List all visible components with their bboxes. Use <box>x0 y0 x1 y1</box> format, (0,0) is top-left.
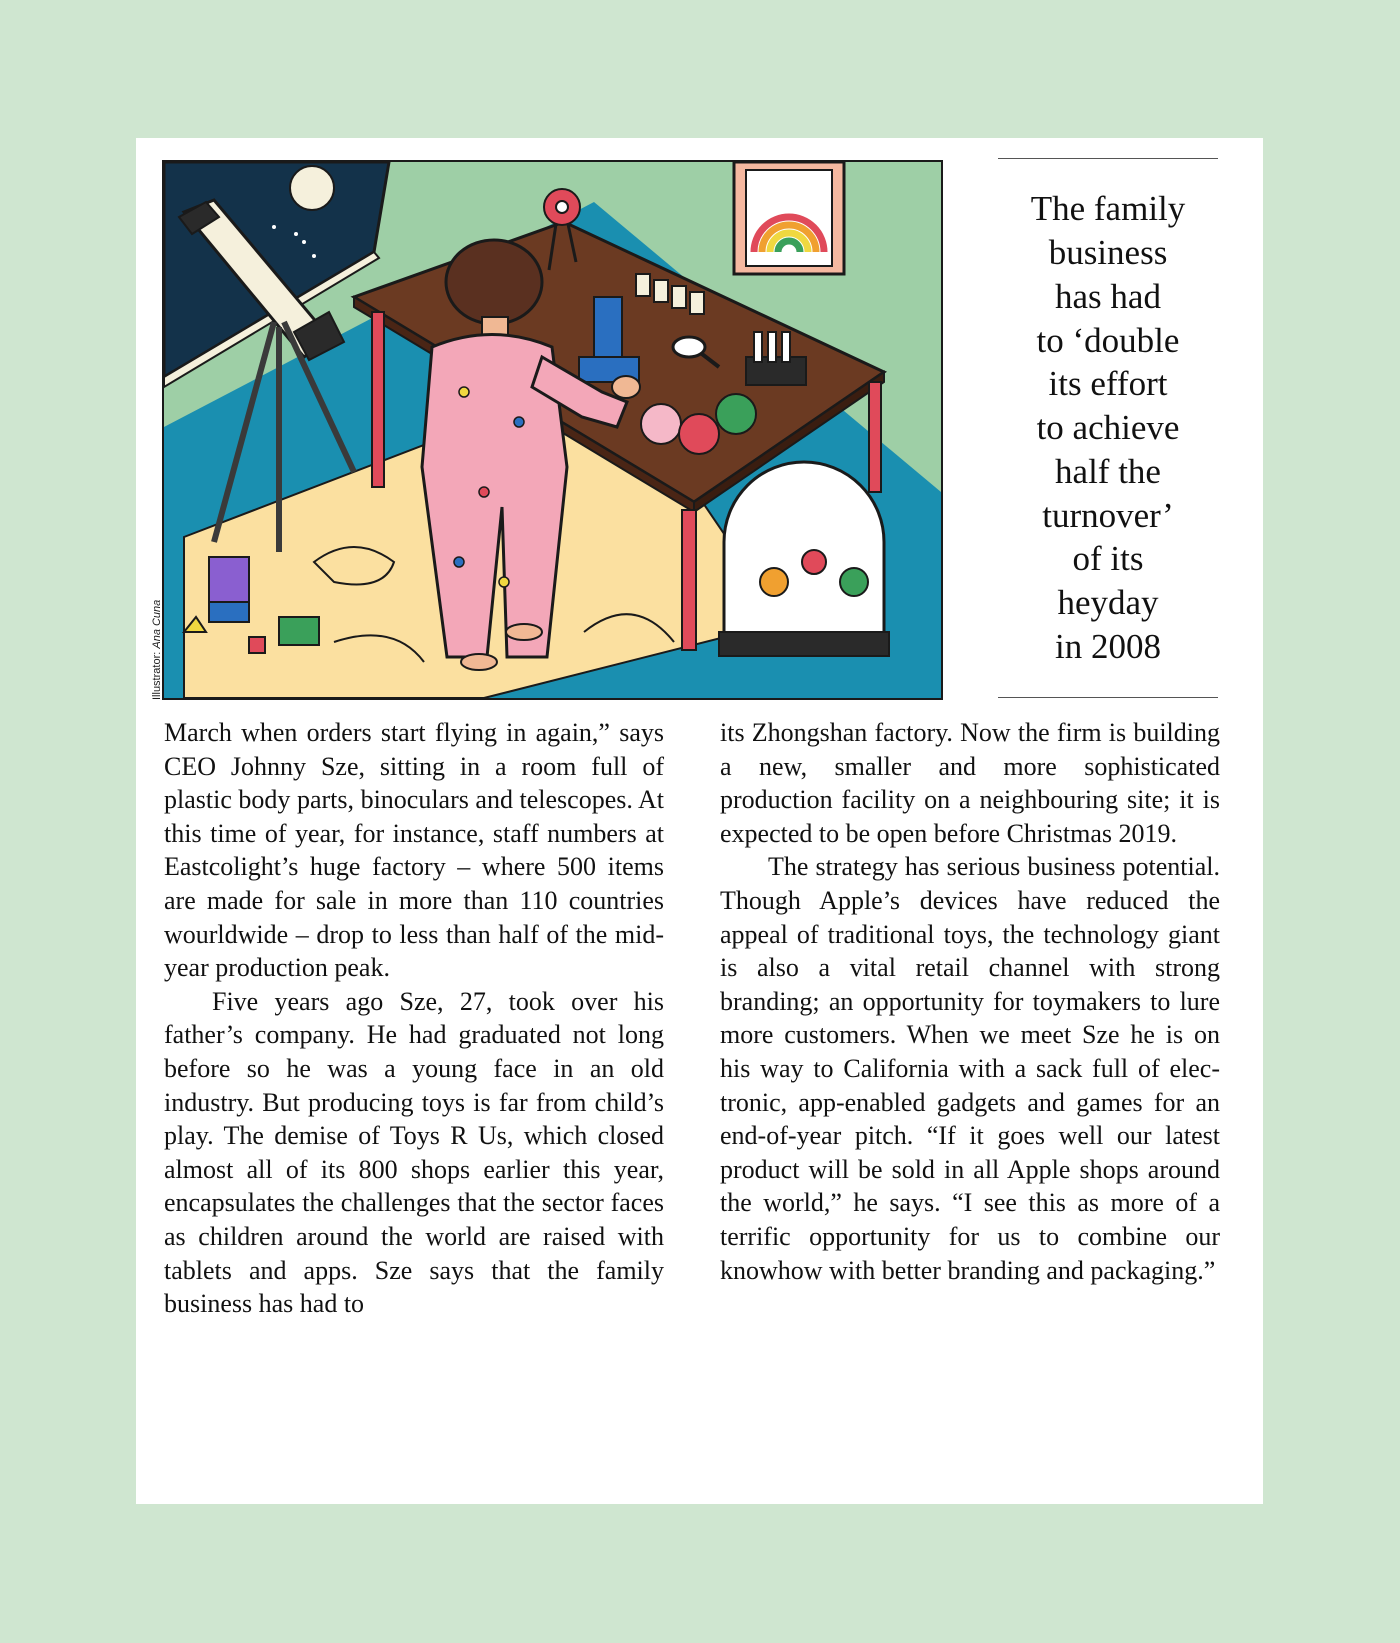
magazine-page <box>136 138 1263 1504</box>
pull-quote-line: to ‘double <box>1036 320 1180 360</box>
pull-quote-line: The family <box>1030 189 1186 229</box>
pull-quote-line: business <box>1048 232 1168 272</box>
article-paragraph: Five years ago Sze, 27, took over his father’s company. He had graduated not long before so he was a young face in an old industry. But producing toys is far from child’s play. The demise of Toys R Us, which closed almost all of its 800 shops earlier this year, encapsulates the challenges that the sector faces as children around the world are raised with tablets and apps. Sze says that the family business has had to <box>164 986 664 1319</box>
article-column-right <box>720 716 1220 1287</box>
pull-quote-line: to achieve <box>1036 408 1180 448</box>
article-illustration <box>162 160 943 700</box>
pull-quote-line: heyday <box>1057 583 1159 623</box>
article-column-left <box>164 716 664 1321</box>
illustration-credit <box>151 600 163 700</box>
pull-quote-line: its effort <box>1048 364 1168 404</box>
pull-quote-line: turnover’ <box>1042 495 1174 535</box>
credit-name: Ana Cuna <box>151 599 163 649</box>
pull-quote <box>998 158 1218 698</box>
pull-quote-line: has had <box>1055 276 1161 316</box>
child-science-room-illustration <box>164 162 941 698</box>
pull-quote-line: in 2008 <box>1055 627 1161 667</box>
pull-quote-line: half the <box>1055 451 1161 491</box>
article-paragraph: March when orders start flying in again,” says CEO Johnny Sze, sitting in a room full of plastic body parts, binoculars and telescopes. At this time of year, for instance, staff numbers at Eastcolight’s huge factory – where 500 items are made for sale in more than 110 countries wourldwide – drop to less than half of the mid-year production peak. <box>164 718 664 983</box>
pull-quote-text <box>1031 187 1186 669</box>
article-paragraph: its Zhongshan factory. Now the firm is building a new, smaller and more sophisticated production facility on a neighbouring site; it is expected to be open before Christmas 2019. <box>720 718 1220 848</box>
article-paragraph: The strategy has serious business potential. Though Apple’s devices have reduced the appeal of traditional toys, the technology giant is also a vital retail channel with strong branding; an opportunity for toymakers to lure more customers. When we meet Sze he is on his way to California with a sack full of electronic, app-enabled gadgets and games for an end-of-year pitch. “If it goes well our latest product will be sold in all Apple shops around the world,” he says. “I see this as more of a terrific opportunity for us to combine our knowhow with better branding and packaging.” <box>720 852 1220 1285</box>
pull-quote-line: of its <box>1072 539 1144 579</box>
credit-label: Illustrator: <box>151 648 163 700</box>
